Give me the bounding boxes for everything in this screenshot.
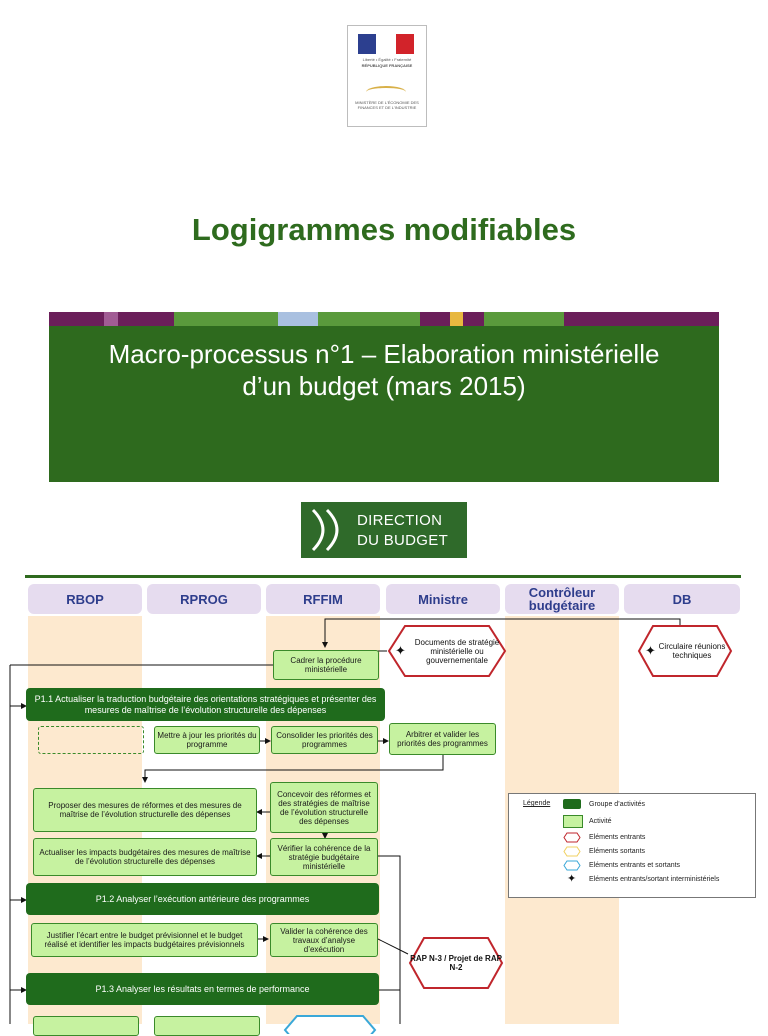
interministerial-star-icon: ✦ [395,643,406,658]
legend-star-icon: ✦ [567,873,577,885]
activity-concevoir: Concevoir des réformes et des stratégies de maîtrise de l’évolution structurelle des dépenses [270,782,378,833]
activity-actualiser-impacts: Actualiser les impacts budgétaires des mesures de maîtrise de l’évolution structurelle des dépenses [33,838,257,876]
activity-bottom-2 [154,1016,260,1036]
legend-in-hexagon-icon [563,832,581,843]
activity-justifier: Justifier l’écart entre le budget prévisionnel et le budget réalisé et identifier les impacts budgétaires prévisionnels [31,923,258,957]
brand-line-2: DU BUDGET [357,532,449,549]
legend-item-group: Groupe d’activités [589,801,646,808]
lane-header-ministre: Ministre [386,584,500,614]
docs-strategie-label: Documents de stratégie ministérielle ou gouvernementale [414,637,500,665]
legend-out-hexagon-icon [563,846,581,857]
activity-valider-coherence: Valider la cohérence des travaux d’analyse d’exécution [270,923,378,957]
legend-item-in: Eléments entrants [589,834,646,841]
legend-inout-hexagon-icon [563,860,581,871]
lane-header-controleur: Contrôleur budgétaire [505,584,619,614]
group-p1-2: P1.2 Analyser l’exécution antérieure des programmes [26,883,379,915]
activity-placeholder [38,726,144,754]
activity-mettre-a-jour: Mettre à jour les priorités du programme [154,726,260,754]
logo-ministry: MINISTÈRE DE L'ÉCONOMIE DES FINANCES ET DE L'INDUSTRIE [355,100,419,110]
logo-motto: Liberté • Égalité • Fraternité [362,57,412,62]
input-rap [408,936,504,990]
group-p1-1: P1.1 Actualiser la traduction budgétaire des orientations stratégiques et présenter des mesures de maîtrise de l’évolution structurelle des dépenses [26,688,385,721]
input-docs-strategie [387,624,507,678]
logo-republic: RÉPUBLIQUE FRANÇAISE [361,63,413,68]
lane-header-db: DB [624,584,740,614]
input-circulaire [637,624,733,678]
lane-header-rffim: RFFIM [266,584,380,614]
group-p1-3: P1.3 Analyser les résultats en termes de performance [26,973,379,1005]
brand-line-1: DIRECTION [357,512,443,529]
legend-item-activity: Activité [589,818,612,825]
legend-item-inout: Eléments entrants et sortants [589,862,681,869]
legend-item-out: Eléments sortants [589,848,646,855]
legend-title: Légende [523,800,551,807]
lane-header-rprog: RPROG [147,584,261,614]
circulaire-label: Circulaire réunions techniques [658,642,726,660]
lane-header-rbop: RBOP [28,584,142,614]
legend-item-interministerial: Eléments entrants/sortant interministériels [589,876,720,883]
activity-verifier-coherence: Vérifier la cohérence de la stratégie budgétaire ministérielle [270,838,378,876]
interministerial-star-icon: ✦ [645,643,656,658]
rap-label: RAP N-3 / Projet de RAP N-2 [410,954,502,972]
activity-consolider: Consolider les priorités des programmes [271,726,378,754]
activity-bottom-1 [33,1016,139,1036]
activity-arbitrer: Arbitrer et valider les priorités des programmes [389,723,496,755]
legend-group-swatch [563,799,581,809]
banner-line-2: d’un budget (mars 2015) [242,371,526,401]
banner-line-1: Macro-processus n°1 – Elaboration ministérielle [108,339,660,369]
activity-proposer: Proposer des mesures de réformes et des mesures de maîtrise de l’évolution structurelle des dépenses [33,788,257,832]
page-title: Logigrammes modifiables [191,212,577,247]
hexagon-inout-icon [283,1014,377,1034]
legend-activity-swatch [563,815,583,828]
activity-cadrer: Cadrer la procédure ministérielle [273,650,379,680]
legend-box [508,793,756,898]
